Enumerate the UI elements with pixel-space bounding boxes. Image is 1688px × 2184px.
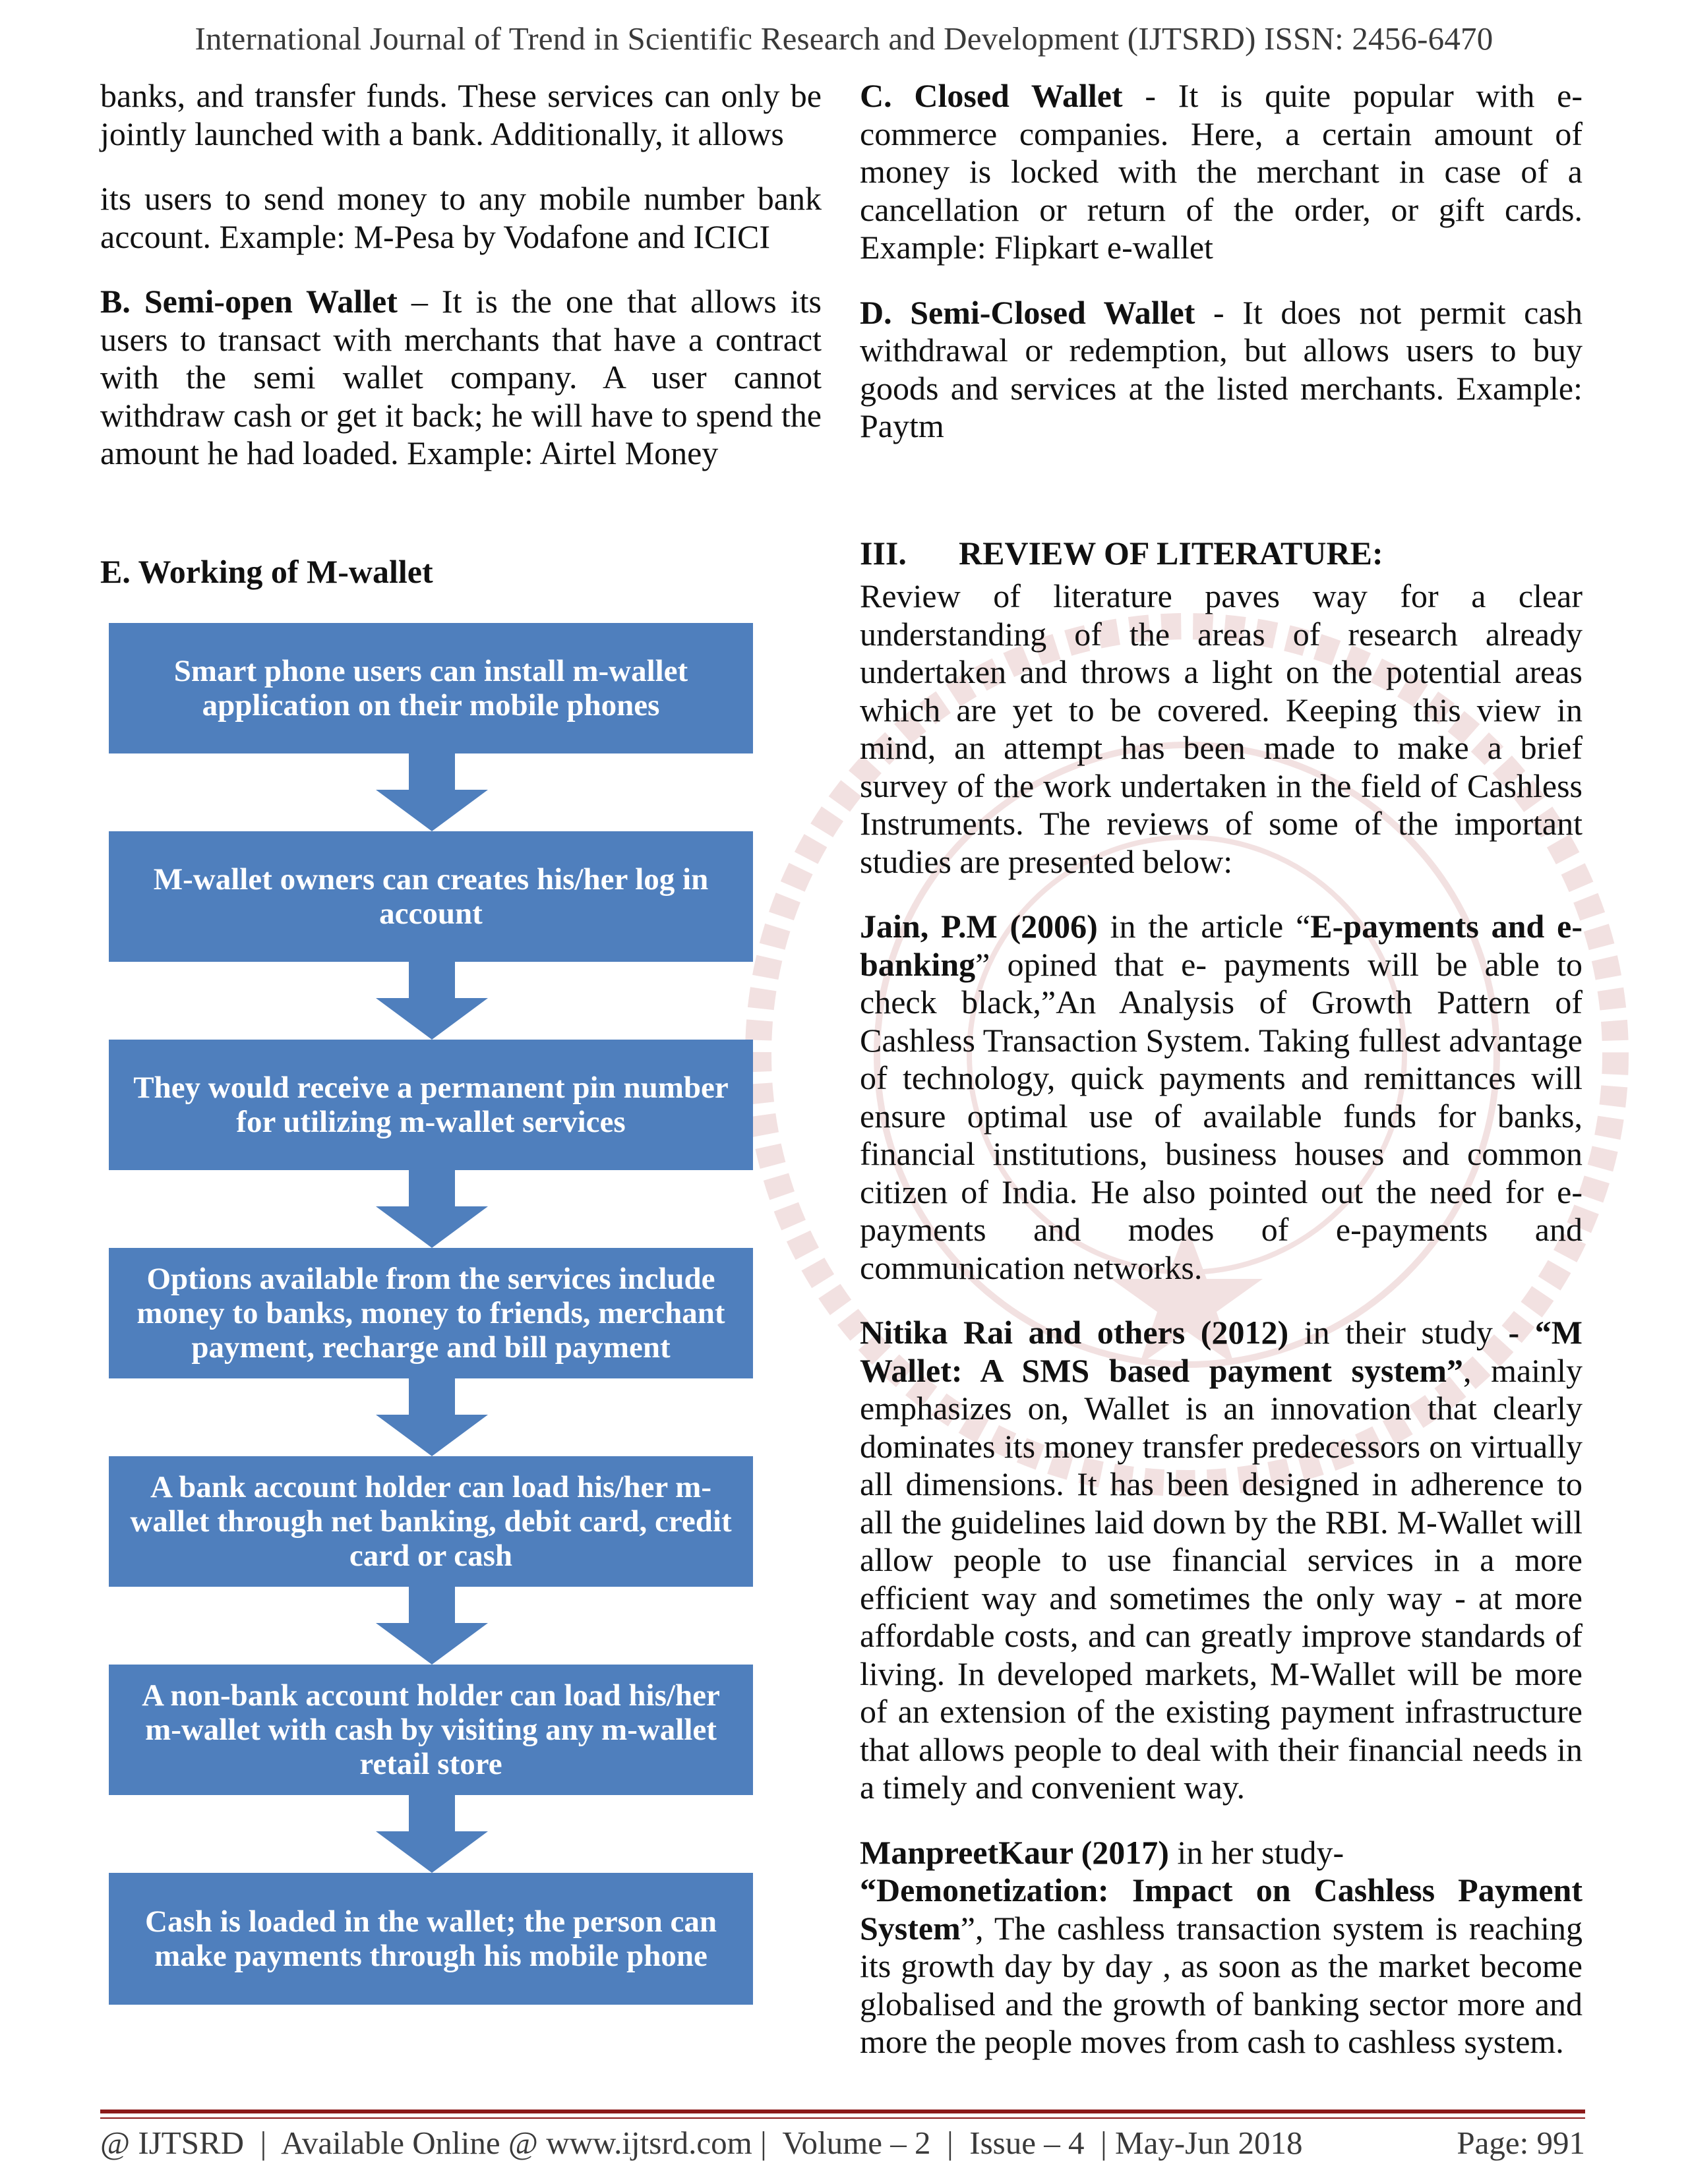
page-footer: [100, 2124, 1585, 2162]
flow-step-4: Options available from the services include money to banks, money to friends, merchant payment, recharge and bill payment: [109, 1248, 753, 1378]
jain-citation: Jain, P.M (2006): [860, 908, 1098, 945]
left-column: [100, 77, 822, 473]
jain-article-title: E-payments and e-banking: [860, 908, 1582, 983]
flow-arrow-icon: [376, 1378, 488, 1456]
semi-open-wallet-paragraph: [100, 283, 822, 473]
flow-arrow-icon: [376, 962, 488, 1040]
flow-arrow-icon: [376, 1170, 488, 1248]
jain-paragraph: Jain, P.M (2006) in the article “E-payments and e-banking” opined that e- payments will be able to check black,”An Analysis of Growth Pattern of Cashless Transaction System. Taking fullest advantage of technology, quick payments and remittances will ensure optimal use of available funds for banks, financial institutions, business houses and common citizen of India. He also pointed out the need for e-payments and modes of e-payments and communication networks.: [860, 908, 1582, 1286]
closed-wallet-text: - It is quite popular with e-commerce companies. Here, a certain amount of money is locked with the merchant in case of a cancellation or return of the order, or gift cards. Example: Flipkart e-wallet: [860, 77, 1583, 266]
right-column-review: [860, 577, 1582, 2061]
flow-step-1: Smart phone users can install m-wallet application on their mobile phones: [109, 623, 753, 753]
footer-rule-thin: [100, 2117, 1585, 2119]
rai-study-title: - “M Wallet: A SMS based payment system”: [860, 1314, 1582, 1389]
kaur-citation: ManpreetKaur (2017): [860, 1833, 1169, 1871]
flow-step-3: They would receive a permanent pin number for utilizing m-wallet services: [109, 1040, 753, 1170]
semi-closed-wallet-paragraph: [860, 294, 1582, 446]
review-of-literature-heading: [860, 534, 1383, 572]
semi-open-wallet-text: – It is the one that allows its users to transact with merchants that have a contract with the semi wallet company. A user cannot withdraw cash or get it back; he will have to spend the amount he had loaded. Example: Airtel Money: [100, 283, 822, 471]
footer-info: @ IJTSRD | Available Online @ www.ijtsrd.com | Volume – 2 | Issue – 4 | May-Jun 2018: [100, 2125, 1303, 2161]
flow-arrow-icon: [376, 1795, 488, 1873]
semi-closed-wallet-text: - It does not permit cash withdrawal or redemption, but allows users to buy goods and services at the listed merchants. Example: Paytm: [860, 293, 1582, 444]
journal-header: International Journal of Trend in Scientific Research and Development (IJTSRD) ISSN: 2456-6470: [195, 20, 1493, 57]
semi-closed-wallet-label: D. Semi-Closed Wallet: [860, 293, 1195, 331]
left-paragraph-2: its users to send money to any mobile number bank account. Example: M-Pesa by Vodafone and ICICI: [100, 180, 822, 255]
closed-wallet-label: C. Closed Wallet: [860, 77, 1123, 114]
flow-step-7: Cash is loaded in the wallet; the person can make payments through his mobile phone: [109, 1873, 753, 2005]
flow-step-6: A non-bank account holder can load his/her m-wallet with cash by visiting any m-wallet retail store: [109, 1665, 753, 1795]
right-column-top: [860, 77, 1582, 446]
closed-wallet-paragraph: [860, 77, 1582, 267]
footer-rule-thick: [100, 2110, 1585, 2113]
section-number: III.: [860, 535, 907, 572]
flow-arrow-icon: [376, 753, 488, 831]
flow-step-5: A bank account holder can load his/her m-wallet through net banking, debit card, credit card or cash: [109, 1456, 753, 1587]
section-e-heading: E. Working of M-wallet: [100, 553, 433, 590]
kaur-paragraph: ManpreetKaur (2017) in her study- “Demonetization: Impact on Cashless Payment System”, The cashless transaction system is reaching its growth day by day , as soon as the market become globalised and the growth of banking sector more and more the people moves from cash to cashless system.: [860, 1833, 1582, 2060]
semi-open-wallet-label: B. Semi-open Wallet: [100, 283, 398, 320]
flow-arrow-icon: [376, 1587, 488, 1665]
page-number: Page: 991: [1457, 2125, 1585, 2161]
section-title: REVIEW OF LITERATURE:: [959, 535, 1383, 572]
review-intro-paragraph: Review of literature paves way for a clear understanding of the areas of research already undertaken and throws a light on the potential areas which are yet to be covered. Keeping this view in mind, an attempt has been made to make a brief survey of the work undertaken in the field of Cashless Instruments. The reviews of some of the important studies are presented below:: [860, 577, 1582, 880]
rai-paragraph: Nitika Rai and others (2012) in their study - “M Wallet: A SMS based payment system”, mainly emphasizes on, Wallet is an innovation that clearly dominates its money transfer predecessors on virtually all dimensions. It has been designed in adherence to all the guidelines laid down by the RBI. M-Wallet will allow people to use financial services in a more efficient way and sometimes the only way - at more affordable costs, and can greatly improve standards of living. In developed markets, M-Wallet will be more of an extension of the existing payment infrastructure that allows people to deal with their financial needs in a timely and convenient way.: [860, 1314, 1582, 1806]
rai-citation: Nitika Rai and others (2012): [860, 1314, 1289, 1351]
flow-step-2: M-wallet owners can creates his/her log in account: [109, 831, 753, 962]
left-paragraph-1: banks, and transfer funds. These services can only be jointly launched with a bank. Additionally, it allows: [100, 77, 822, 152]
kaur-study-title: “Demonetization: Impact on Cashless Payment System: [860, 1872, 1582, 1947]
